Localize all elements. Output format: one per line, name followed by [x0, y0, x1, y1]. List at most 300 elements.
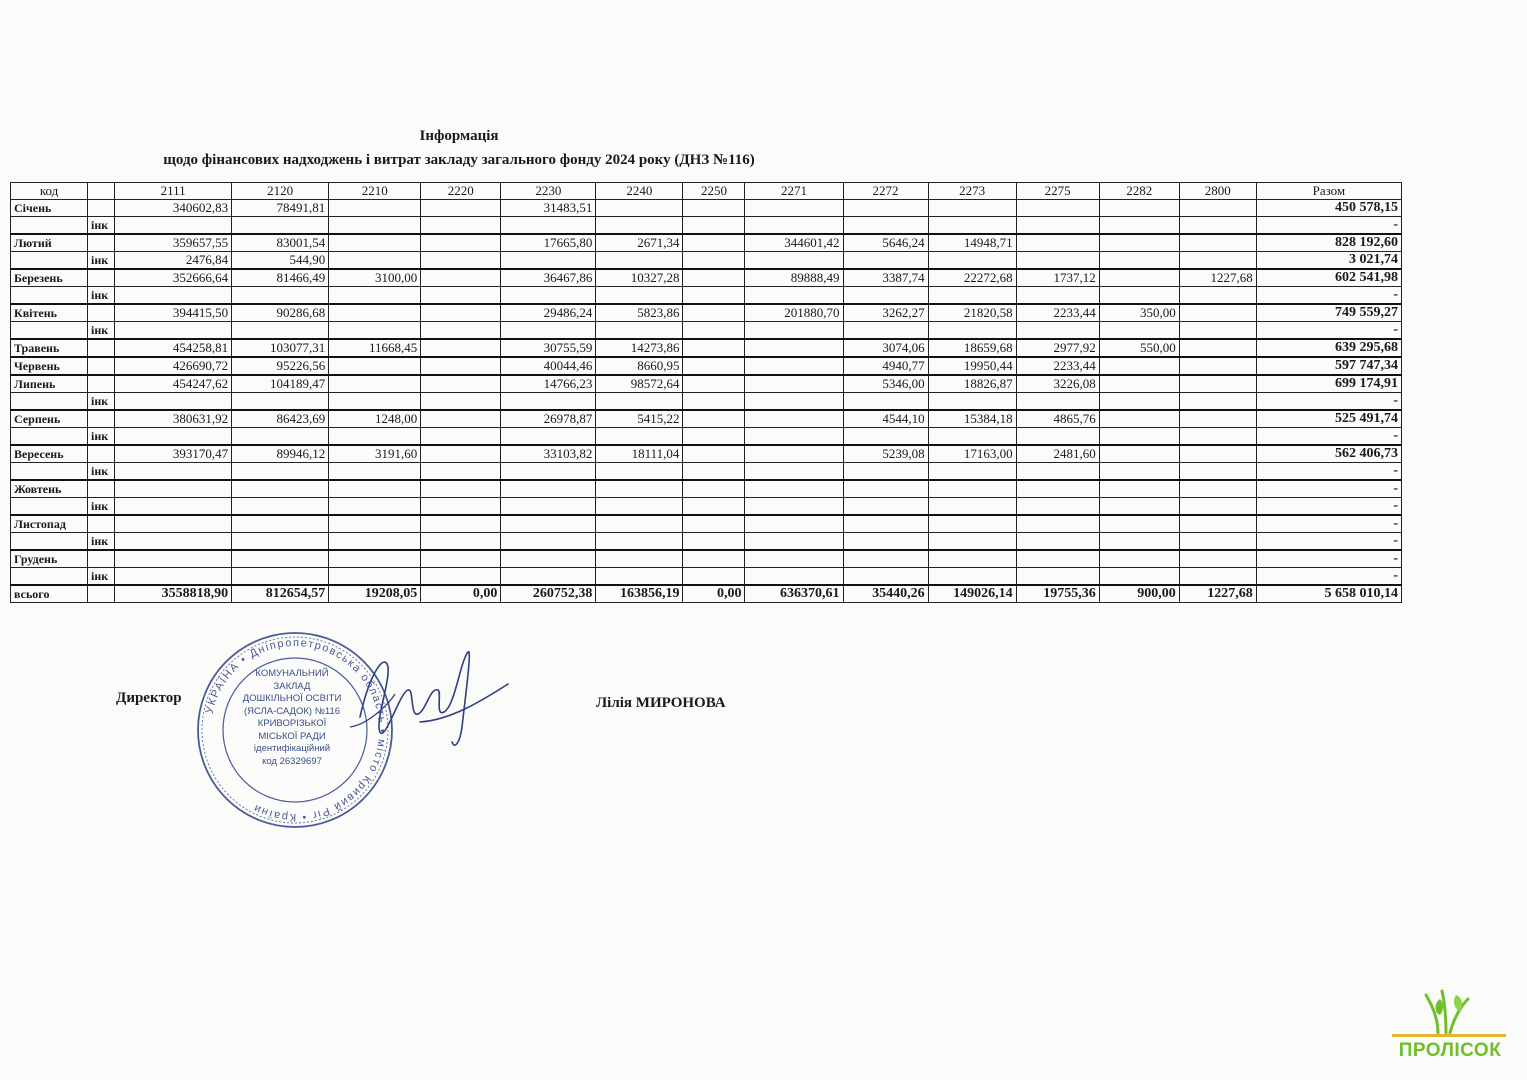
sub-cell [88, 269, 115, 287]
value-cell [329, 234, 421, 252]
value-cell [1179, 304, 1256, 322]
value-cell [683, 550, 745, 568]
total-cell: 450 578,15 [1256, 200, 1401, 217]
column-header: 2250 [683, 183, 745, 200]
value-cell [421, 410, 501, 428]
month-cell [11, 463, 88, 481]
table-row [11, 287, 1402, 305]
value-cell [1099, 428, 1179, 446]
value-cell [1099, 533, 1179, 551]
value-cell: 3387,74 [843, 269, 928, 287]
value-cell [421, 428, 501, 446]
value-cell [843, 568, 928, 586]
value-cell [115, 515, 232, 533]
total-value-cell: 1227,68 [1179, 585, 1256, 603]
month-cell [11, 568, 88, 586]
value-cell: 1227,68 [1179, 269, 1256, 287]
value-cell [683, 217, 745, 235]
value-cell [683, 357, 745, 375]
value-cell [1099, 322, 1179, 340]
value-cell [1099, 200, 1179, 217]
total-cell: - [1256, 393, 1401, 411]
value-cell: 201880,70 [745, 304, 843, 322]
value-cell [1179, 357, 1256, 375]
total-cell: 699 174,91 [1256, 375, 1401, 393]
value-cell [1179, 533, 1256, 551]
value-cell [1016, 463, 1099, 481]
value-cell [115, 533, 232, 551]
stamp-line: ЗАКЛАД [273, 680, 311, 692]
value-cell: 3226,08 [1016, 375, 1099, 393]
total-value-cell: 3558818,90 [115, 585, 232, 603]
value-cell: 544,90 [232, 252, 329, 270]
total-label: всього [11, 585, 88, 603]
value-cell [421, 480, 501, 498]
value-cell [928, 287, 1016, 305]
value-cell: 29486,24 [501, 304, 596, 322]
value-cell [928, 463, 1016, 481]
value-cell [1179, 393, 1256, 411]
value-cell [1179, 515, 1256, 533]
value-cell: 31483,51 [501, 200, 596, 217]
value-cell [232, 393, 329, 411]
value-cell: 3262,27 [843, 304, 928, 322]
value-cell [329, 550, 421, 568]
value-cell [501, 428, 596, 446]
value-cell [596, 550, 683, 568]
month-cell: Жовтень [11, 480, 88, 498]
value-cell [745, 533, 843, 551]
value-cell [421, 515, 501, 533]
month-cell: Грудень [11, 550, 88, 568]
value-cell: 81466,49 [232, 269, 329, 287]
value-cell: 30755,59 [501, 339, 596, 357]
value-cell [596, 217, 683, 235]
value-cell [596, 322, 683, 340]
column-header: 2120 [232, 183, 329, 200]
stamp-line: КРИВОРІЗЬКОЇ [257, 718, 327, 729]
column-header: 2273 [928, 183, 1016, 200]
value-cell: 89888,49 [745, 269, 843, 287]
value-cell [745, 252, 843, 270]
value-cell: 10327,28 [596, 269, 683, 287]
value-cell [421, 463, 501, 481]
value-cell [745, 498, 843, 516]
value-cell: 2476,84 [115, 252, 232, 270]
value-cell: 40044,46 [501, 357, 596, 375]
value-cell [232, 550, 329, 568]
value-cell [501, 463, 596, 481]
logo-text: ПРОЛІСОК [1398, 1040, 1502, 1061]
sub-cell: інк [88, 428, 115, 446]
total-cell: 602 541,98 [1256, 269, 1401, 287]
total-cell: 525 491,74 [1256, 410, 1401, 428]
total-cell: 749 559,27 [1256, 304, 1401, 322]
table-row [11, 428, 1402, 446]
value-cell [421, 550, 501, 568]
svg-text:УКРАЇНА • Дніпропетровська обл: УКРАЇНА • Дніпропетровська область • місто Кривий Ріг • Країни [203, 636, 389, 824]
value-cell [1179, 375, 1256, 393]
column-header: 2210 [329, 183, 421, 200]
value-cell [329, 428, 421, 446]
table-row [11, 550, 1402, 568]
value-cell [1099, 568, 1179, 586]
total-cell: - [1256, 550, 1401, 568]
value-cell [329, 375, 421, 393]
value-cell [1099, 410, 1179, 428]
value-cell [1016, 568, 1099, 586]
value-cell [421, 252, 501, 270]
value-cell: 340602,83 [115, 200, 232, 217]
total-cell: - [1256, 515, 1401, 533]
value-cell [115, 463, 232, 481]
value-cell [421, 322, 501, 340]
table-row [11, 480, 1402, 498]
value-cell: 14948,71 [928, 234, 1016, 252]
value-cell [928, 322, 1016, 340]
month-cell [11, 393, 88, 411]
total-value-cell: 19208,05 [329, 585, 421, 603]
value-cell [115, 322, 232, 340]
value-cell: 15384,18 [928, 410, 1016, 428]
value-cell [683, 445, 745, 463]
table-row [11, 533, 1402, 551]
sub-cell: інк [88, 287, 115, 305]
total-cell: 597 747,34 [1256, 357, 1401, 375]
value-cell [1179, 568, 1256, 586]
total-value-cell: 35440,26 [843, 585, 928, 603]
value-cell [1179, 252, 1256, 270]
value-cell: 3100,00 [329, 269, 421, 287]
month-cell: Червень [11, 357, 88, 375]
value-cell [596, 480, 683, 498]
value-cell [1179, 480, 1256, 498]
director-name: Лілія МИРОНОВА [596, 695, 726, 711]
month-cell [11, 322, 88, 340]
value-cell [329, 568, 421, 586]
value-cell [232, 480, 329, 498]
value-cell [745, 568, 843, 586]
column-header: 2240 [596, 183, 683, 200]
stamp-line: ДОШКІЛЬНОЇ ОСВІТИ [242, 693, 342, 704]
value-cell: 11668,45 [329, 339, 421, 357]
value-cell [843, 515, 928, 533]
value-cell [745, 200, 843, 217]
value-cell [1179, 550, 1256, 568]
value-cell: 5646,24 [843, 234, 928, 252]
month-cell: Лютий [11, 234, 88, 252]
stamp-line: КОМУНАЛЬНИЙ [255, 668, 329, 679]
value-cell [115, 498, 232, 516]
value-cell [421, 393, 501, 411]
value-cell: 21820,58 [928, 304, 1016, 322]
value-cell [1099, 498, 1179, 516]
value-cell [1099, 252, 1179, 270]
value-cell [683, 568, 745, 586]
sub-cell [88, 234, 115, 252]
total-cell: 828 192,60 [1256, 234, 1401, 252]
total-value-cell: 0,00 [421, 585, 501, 603]
value-cell [745, 463, 843, 481]
value-cell: 14766,23 [501, 375, 596, 393]
month-cell: Липень [11, 375, 88, 393]
column-header: 2275 [1016, 183, 1099, 200]
table-body [11, 200, 1402, 603]
value-cell: 550,00 [1099, 339, 1179, 357]
value-cell [1179, 322, 1256, 340]
value-cell: 22272,68 [928, 269, 1016, 287]
column-header: 2111 [115, 183, 232, 200]
table-row [11, 515, 1402, 533]
page-subtitle: щодо фінансових надходжень і витрат закладу загального фонду 2024 року (ДНЗ №116) [163, 152, 755, 168]
value-cell: 86423,69 [232, 410, 329, 428]
value-cell [843, 463, 928, 481]
value-cell: 8660,95 [596, 357, 683, 375]
value-cell [115, 550, 232, 568]
value-cell: 103077,31 [232, 339, 329, 357]
value-cell [683, 322, 745, 340]
table-row [11, 498, 1402, 516]
total-cell: 3 021,74 [1256, 252, 1401, 270]
value-cell [1179, 428, 1256, 446]
value-cell [745, 357, 843, 375]
column-header [88, 183, 115, 200]
value-cell [501, 533, 596, 551]
value-cell [1179, 463, 1256, 481]
total-cell: - [1256, 480, 1401, 498]
value-cell: 26978,87 [501, 410, 596, 428]
table-row [11, 393, 1402, 411]
value-cell [501, 568, 596, 586]
table-row [11, 252, 1402, 270]
director-label: Директор [116, 690, 182, 706]
value-cell [501, 480, 596, 498]
sub-cell: інк [88, 322, 115, 340]
value-cell: 344601,42 [745, 234, 843, 252]
total-cell: - [1256, 428, 1401, 446]
value-cell: 454247,62 [115, 375, 232, 393]
value-cell [115, 428, 232, 446]
value-cell: 426690,72 [115, 357, 232, 375]
value-cell: 1737,12 [1016, 269, 1099, 287]
month-cell [11, 428, 88, 446]
value-cell [1099, 463, 1179, 481]
value-cell: 380631,92 [115, 410, 232, 428]
value-cell [928, 252, 1016, 270]
value-cell [596, 568, 683, 586]
value-cell [232, 533, 329, 551]
month-cell: Вересень [11, 445, 88, 463]
total-cell: 639 295,68 [1256, 339, 1401, 357]
table-row [11, 304, 1402, 322]
value-cell [501, 550, 596, 568]
value-cell [421, 533, 501, 551]
value-cell [329, 463, 421, 481]
value-cell: 78491,81 [232, 200, 329, 217]
value-cell: 3191,60 [329, 445, 421, 463]
value-cell [421, 375, 501, 393]
value-cell [1099, 550, 1179, 568]
table-row [11, 445, 1402, 463]
stamp-line: код 26329697 [262, 755, 322, 767]
value-cell [1016, 393, 1099, 411]
total-value-cell: 19755,36 [1016, 585, 1099, 603]
value-cell [115, 217, 232, 235]
value-cell: 36467,86 [501, 269, 596, 287]
table-row [11, 357, 1402, 375]
value-cell [1099, 445, 1179, 463]
value-cell [1099, 480, 1179, 498]
month-cell: Квітень [11, 304, 88, 322]
value-cell [745, 445, 843, 463]
value-cell: 95226,56 [232, 357, 329, 375]
value-cell [232, 568, 329, 586]
value-cell [745, 339, 843, 357]
value-cell [1179, 287, 1256, 305]
value-cell [1099, 287, 1179, 305]
value-cell [683, 393, 745, 411]
value-cell [745, 515, 843, 533]
month-cell [11, 498, 88, 516]
value-cell [745, 217, 843, 235]
value-cell [843, 200, 928, 217]
value-cell [1016, 287, 1099, 305]
value-cell [1179, 234, 1256, 252]
sub-cell [88, 550, 115, 568]
value-cell [329, 304, 421, 322]
value-cell: 89946,12 [232, 445, 329, 463]
value-cell [843, 252, 928, 270]
table-row [11, 375, 1402, 393]
table-row [11, 322, 1402, 340]
value-cell [232, 428, 329, 446]
grand-total-cell: 5 658 010,14 [1256, 585, 1401, 603]
value-cell [843, 550, 928, 568]
value-cell: 5239,08 [843, 445, 928, 463]
value-cell [421, 287, 501, 305]
value-cell [421, 445, 501, 463]
value-cell [745, 375, 843, 393]
value-cell [329, 498, 421, 516]
value-cell [501, 287, 596, 305]
total-cell: 562 406,73 [1256, 445, 1401, 463]
table-row [11, 217, 1402, 235]
value-cell [1179, 498, 1256, 516]
sub-cell [88, 357, 115, 375]
value-cell [232, 515, 329, 533]
total-cell: - [1256, 322, 1401, 340]
value-cell [421, 234, 501, 252]
total-value-cell: 900,00 [1099, 585, 1179, 603]
value-cell [329, 287, 421, 305]
value-cell [421, 568, 501, 586]
sub-cell [88, 480, 115, 498]
value-cell [683, 428, 745, 446]
total-value-cell: 149026,14 [928, 585, 1016, 603]
total-row [11, 585, 1402, 603]
value-cell [329, 357, 421, 375]
value-cell [1016, 498, 1099, 516]
sub-cell: інк [88, 568, 115, 586]
value-cell [501, 393, 596, 411]
total-cell: - [1256, 498, 1401, 516]
value-cell [745, 393, 843, 411]
value-cell [115, 393, 232, 411]
value-cell [683, 339, 745, 357]
month-cell [11, 533, 88, 551]
value-cell [329, 533, 421, 551]
value-cell [745, 322, 843, 340]
value-cell [1099, 269, 1179, 287]
sub-cell [88, 445, 115, 463]
value-cell [232, 463, 329, 481]
value-cell [501, 322, 596, 340]
value-cell: 2233,44 [1016, 357, 1099, 375]
value-cell [1099, 375, 1179, 393]
handwritten-signature [330, 632, 530, 762]
value-cell [596, 498, 683, 516]
column-header: 2272 [843, 183, 928, 200]
value-cell [329, 393, 421, 411]
column-header: код [11, 183, 88, 200]
value-cell [745, 287, 843, 305]
value-cell [232, 217, 329, 235]
value-cell [683, 287, 745, 305]
value-cell [329, 480, 421, 498]
value-cell [1179, 410, 1256, 428]
value-cell [421, 200, 501, 217]
stamp-line: МІСЬКОЇ РАДИ [258, 730, 326, 742]
logo-underline [1392, 1034, 1506, 1037]
value-cell [683, 410, 745, 428]
value-cell: 2671,34 [596, 234, 683, 252]
value-cell: 14273,86 [596, 339, 683, 357]
value-cell: 90286,68 [232, 304, 329, 322]
value-cell [928, 480, 1016, 498]
value-cell [421, 498, 501, 516]
value-cell: 2233,44 [1016, 304, 1099, 322]
table-row [11, 269, 1402, 287]
value-cell [843, 287, 928, 305]
value-cell: 359657,55 [115, 234, 232, 252]
value-cell [928, 498, 1016, 516]
value-cell [928, 200, 1016, 217]
sub-cell: інк [88, 252, 115, 270]
month-cell: Січень [11, 200, 88, 217]
total-value-cell: 636370,61 [745, 585, 843, 603]
column-header: 2230 [501, 183, 596, 200]
total-cell: - [1256, 287, 1401, 305]
column-header: Разом [1256, 183, 1401, 200]
value-cell [1179, 339, 1256, 357]
value-cell: 4865,76 [1016, 410, 1099, 428]
stamp-line: ідентифікаційний [253, 743, 331, 754]
snowdrop-flower-icon [1420, 985, 1475, 1035]
value-cell [928, 393, 1016, 411]
value-cell [843, 533, 928, 551]
value-cell: 393170,47 [115, 445, 232, 463]
value-cell [421, 339, 501, 357]
value-cell [1016, 533, 1099, 551]
value-cell [1016, 480, 1099, 498]
total-value-cell: 0,00 [683, 585, 745, 603]
value-cell: 454258,81 [115, 339, 232, 357]
value-cell [501, 252, 596, 270]
value-cell [928, 568, 1016, 586]
column-header: 2220 [421, 183, 501, 200]
value-cell: 17665,80 [501, 234, 596, 252]
total-cell: - [1256, 533, 1401, 551]
